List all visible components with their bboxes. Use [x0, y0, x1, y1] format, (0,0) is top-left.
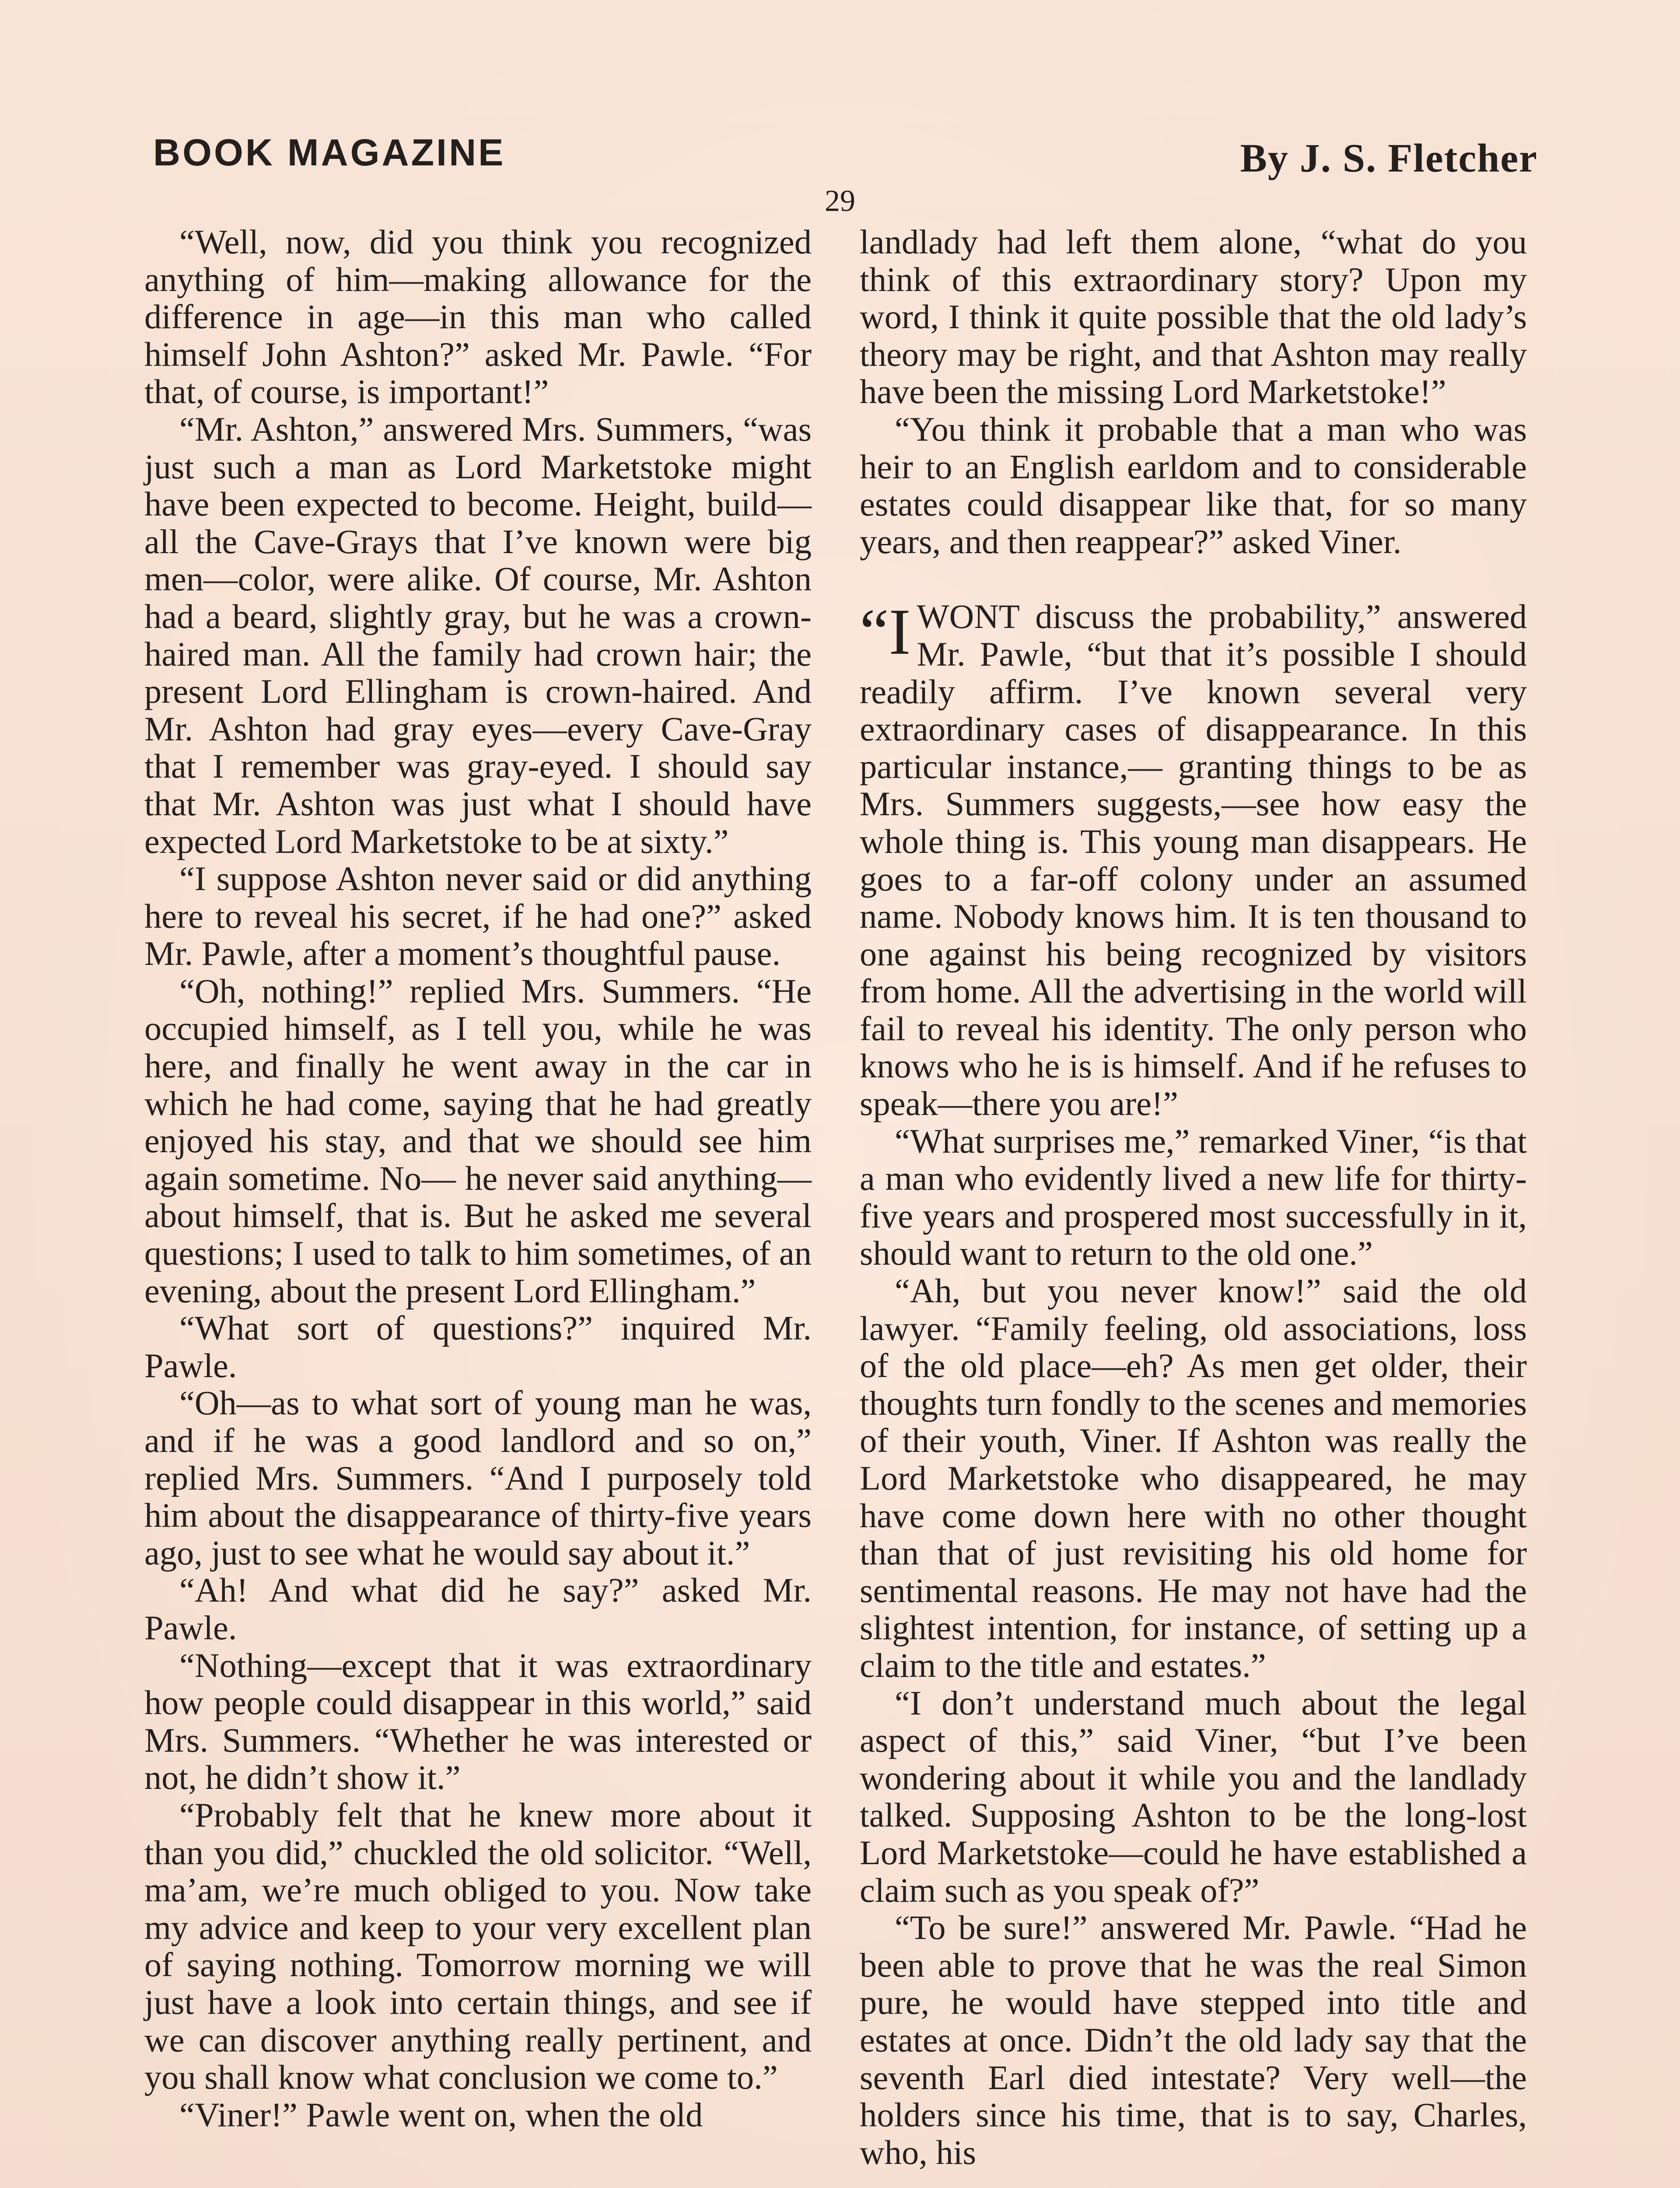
drop-cap-letter: I: [889, 596, 911, 669]
magazine-title: BOOK MAGAZINE: [153, 132, 506, 174]
paragraph: “Oh—as to what sort of young man he was, and if he was a good landlord and so on,” replied Mrs. Summers. “And I purposely told him about the disappearance of thirty-five years ago, just to see what he would say about it.”: [144, 1384, 812, 1572]
running-header: [153, 131, 1538, 184]
drop-cap: [860, 596, 911, 669]
paragraph: “Oh, nothing!” replied Mrs. Summers. “He occupied himself, as I tell you, while he was here, and finally he went away in the car in which he had come, saying that he had greatly enjoyed his stay, and that we should see him again sometime. No— he never said anything—about himself, that is. But he asked me several questions; I used to talk to him sometimes, of an evening, about the present Lord Ellingham.”: [144, 971, 812, 1310]
paragraph: “What sort of questions?” inquired Mr. Pawle.: [144, 1309, 812, 1385]
paragraph: “Ah! And what did he say?” asked Mr. Pawle.: [144, 1571, 812, 1647]
paragraph: “You think it probable that a man who was heir to an English earldom and to considerable estates could disappear like that, for so many years, and then reappear?” asked Viner.: [860, 410, 1527, 561]
section-opening-text: WONT discuss the probability,” answered Mr. Pawle, “but that it’s possible I should readily affirm. I’ve known several very extraordinary cases of disappearance. In this particular instance,— granting things to be as Mrs. Summers suggests,—see how easy the whole thing is. This young man disappears. He goes to a far-off colony under an assumed name. Nobody knows him. It is ten thousand to one against his being recognized by visitors from home. All the advertising in the world will fail to reveal his identity. The only person who knows who he is is himself. And if he refuses to speak—there you are!”: [860, 597, 1527, 1123]
paragraph: “Well, now, did you think you recognized anything of him—making allowance for the difference in age—in this man who called himself John Ashton?” asked Mr. Pawle. “For that, of course, is important!”: [144, 223, 812, 411]
left-column: [144, 223, 812, 2133]
page-number: 29: [825, 184, 855, 218]
paragraph: “Nothing—except that it was extraordinary how people could disappear in this world,” said Mrs. Summers. “Whether he was interested or not, he didn’t show it.”: [144, 1646, 812, 1797]
paragraph: “Viner!” Pawle went on, when the old: [179, 2095, 703, 2134]
paragraph: “To be sure!” answered Mr. Pawle. “Had he been able to prove that he was the real Simon pure, he would have stepped into title and estates at once. Didn’t the old lady say that the seventh Earl died intestate? Very well—the holders since his time, that is to say, Charles, who, his: [860, 1908, 1527, 2171]
paragraph: “Mr. Ashton,” answered Mrs. Summers, “was just such a man as Lord Marketstoke might have been expected to become. Height, build—all the Cave-Grays that I’ve known were big men—color, were alike. Of course, Mr. Ashton had a beard, slightly gray, but he was a crown-haired man. All the family had crown hair; the present Lord Ellingham is crown-haired. And Mr. Ashton had gray eyes—every Cave-Gray that I remember was gray-eyed. I should say that Mr. Ashton was just what I should have expected Lord Marketstoke to be at sixty.”: [144, 410, 812, 860]
paragraph: “Probably felt that he knew more about it than you did,” chuckled the old solicitor. “Well, ma’am, we’re much obliged to you. Now take my advice and keep to your very excellent plan of saying nothing. Tomorrow morning we will just have a look into certain things, and see if we can discover anything really pertinent, and you shall know what conclusion we come to.”: [144, 1795, 812, 2097]
drop-cap-quote: “: [860, 596, 889, 669]
paragraph: “I don’t understand much about the legal aspect of this,” said Viner, “but I’ve been wondering about it while you and the landlady talked. Supposing Ashton to be the long-lost Lord Marketstoke—could he have established a claim such as you speak of?”: [860, 1683, 1527, 1909]
right-column: [860, 223, 1527, 2171]
paragraph: “What surprises me,” remarked Viner, “is that a man who evidently lived a new life for thirty-five years and prospered most successfully in it, should want to return to the old one.”: [860, 1122, 1527, 1273]
continued-paragraph: landlady had left them alone, “what do you think of this extraordinary story? Upon my word, I think it quite possible that the old lady’s theory may be right, and that Ashton may really have been the missing Lord Marketstoke!”: [860, 223, 1527, 411]
author-byline: By J. S. Fletcher: [1240, 136, 1538, 180]
section-opening-paragraph: [860, 598, 1527, 1122]
paragraph: “Ah, but you never know!” said the old lawyer. “Family feeling, old associations, loss of the old place—eh? As men get older, their thoughts turn fondly to the scenes and memories of their youth, Viner. If Ashton was really the Lord Marketstoke who disappeared, he may have come down here with no other thought than that of just revisiting his old home for sentimental reasons. He may not have had the slightest intention, for instance, of setting up a claim to the title and estates.”: [860, 1272, 1527, 1684]
paragraph: “I suppose Ashton never said or did anything here to reveal his secret, if he had one?” asked Mr. Pawle, after a moment’s thoughtful pause.: [144, 859, 812, 973]
